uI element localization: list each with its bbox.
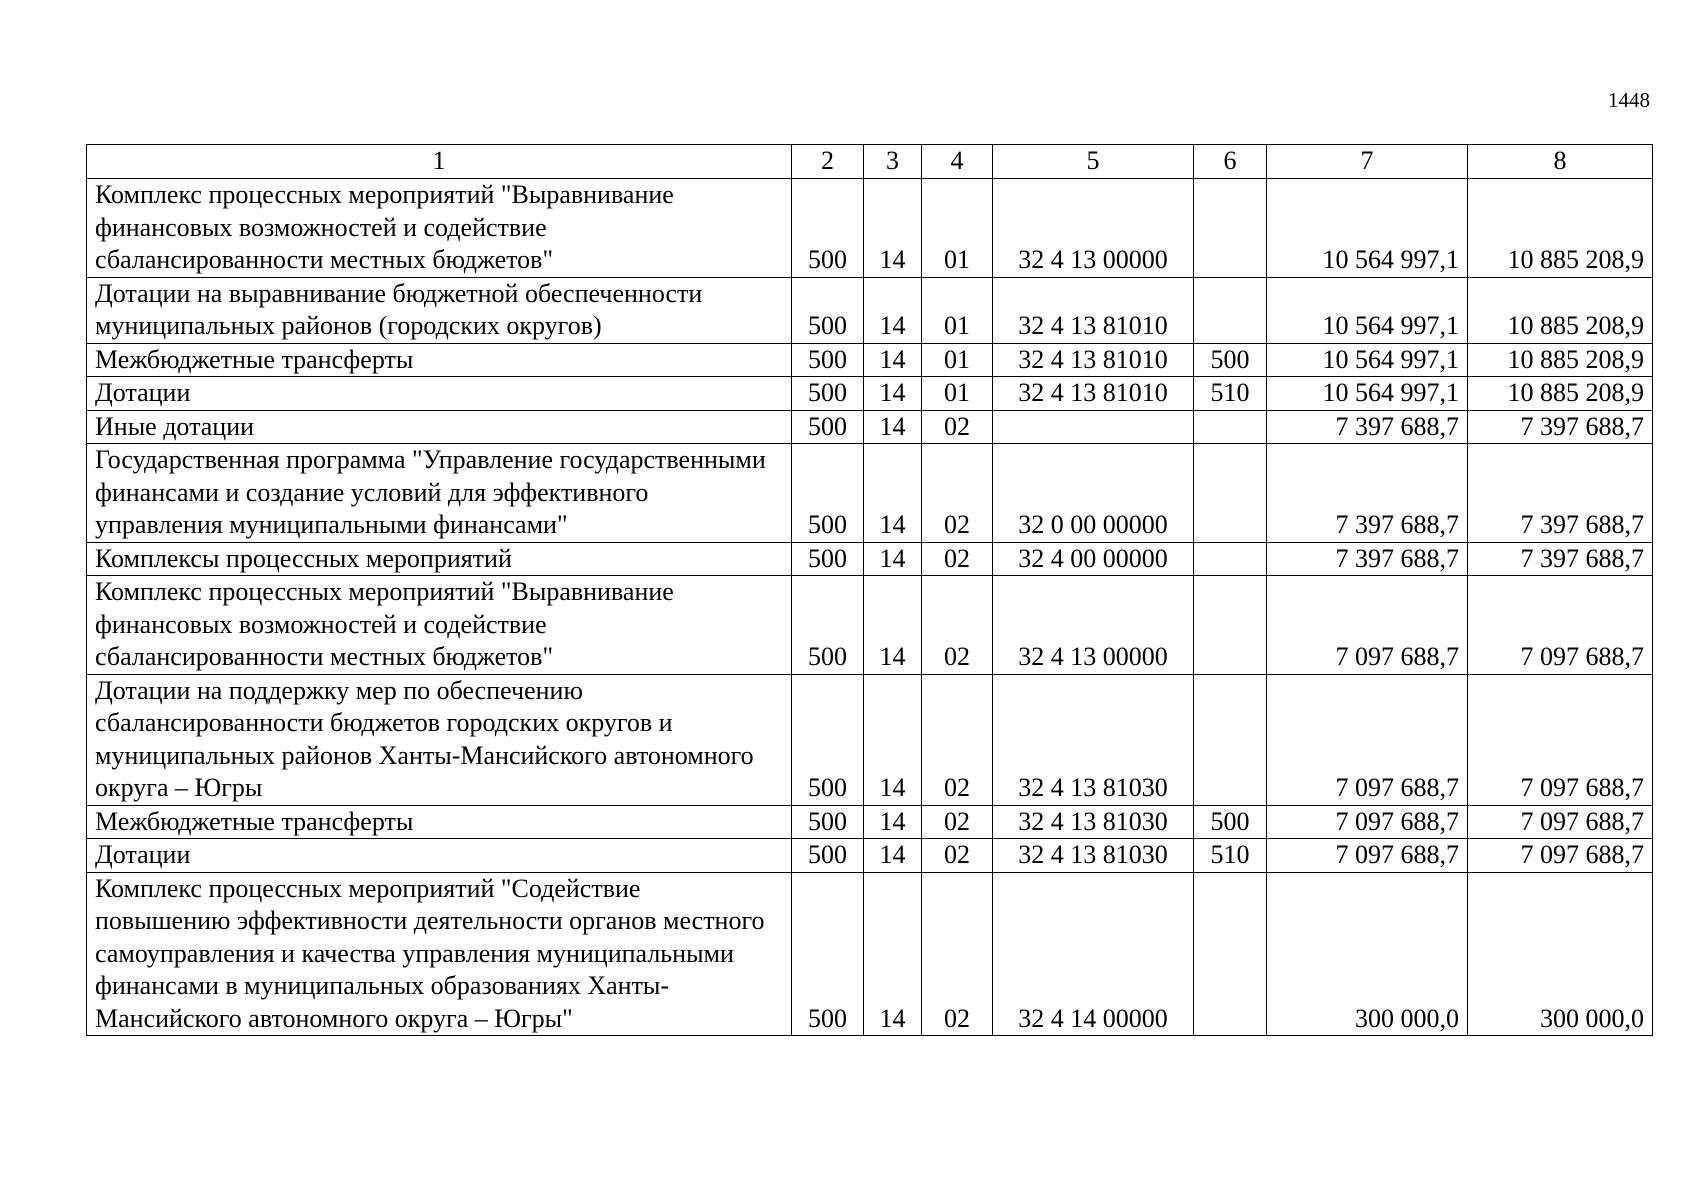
cell-col-3: 14	[864, 576, 922, 675]
cell-col-5: 32 4 00 00000	[993, 542, 1194, 576]
cell-col-8: 7 097 688,7	[1468, 839, 1653, 873]
column-header: 7	[1267, 145, 1468, 179]
cell-col-2: 500	[792, 839, 864, 873]
cell-col-6	[1194, 576, 1267, 675]
cell-col-8: 10 885 208,9	[1468, 277, 1653, 343]
cell-col-5: 32 4 14 00000	[993, 872, 1194, 1036]
cell-col-2: 500	[792, 576, 864, 675]
column-header: 5	[993, 145, 1194, 179]
table-row	[87, 444, 1653, 543]
cell-col-2: 500	[792, 377, 864, 411]
cell-col-8: 7 397 688,7	[1468, 410, 1653, 444]
column-header: 3	[864, 145, 922, 179]
cell-col-3: 14	[864, 542, 922, 576]
cell-col-4: 01	[922, 179, 993, 278]
cell-col-4: 02	[922, 805, 993, 839]
cell-col-4: 02	[922, 444, 993, 543]
cell-col-7: 7 097 688,7	[1267, 805, 1468, 839]
column-header: 8	[1468, 145, 1653, 179]
cell-col-2: 500	[792, 179, 864, 278]
table-row	[87, 839, 1653, 873]
cell-col-6: 510	[1194, 839, 1267, 873]
cell-col-4: 01	[922, 343, 993, 377]
row-name-cell: Иные дотации	[87, 410, 792, 444]
cell-col-4: 02	[922, 576, 993, 675]
cell-col-2: 500	[792, 872, 864, 1036]
cell-col-5: 32 0 00 00000	[993, 444, 1194, 543]
cell-col-4: 02	[922, 542, 993, 576]
row-name-cell: Дотации на выравнивание бюджетной обеспеченности муниципальных районов (городских округов)	[87, 277, 792, 343]
row-name-cell: Комплекс процессных мероприятий "Выравнивание финансовых возможностей и содействие сбалансированности местных бюджетов"	[87, 576, 792, 675]
cell-col-7: 10 564 997,1	[1267, 377, 1468, 411]
row-name-cell: Дотации	[87, 839, 792, 873]
cell-col-8: 10 885 208,9	[1468, 377, 1653, 411]
cell-col-2: 500	[792, 674, 864, 805]
cell-col-5: 32 4 13 81010	[993, 343, 1194, 377]
row-name-cell: Комплекс процессных мероприятий "Выравнивание финансовых возможностей и содействие сбалансированности местных бюджетов"	[87, 179, 792, 278]
cell-col-6	[1194, 444, 1267, 543]
cell-col-6: 500	[1194, 343, 1267, 377]
cell-col-3: 14	[864, 343, 922, 377]
cell-col-8: 7 097 688,7	[1468, 805, 1653, 839]
row-name-cell: Межбюджетные трансферты	[87, 805, 792, 839]
cell-col-7: 7 097 688,7	[1267, 576, 1468, 675]
table-row	[87, 410, 1653, 444]
row-name-cell: Комплекс процессных мероприятий "Содействие повышению эффективности деятельности органов местного самоуправления и качества управления муниципальными финансами в муниципальных образованиях Ханты-Мансийского автономного округа – Югры"	[87, 872, 792, 1036]
cell-col-6	[1194, 179, 1267, 278]
cell-col-8: 10 885 208,9	[1468, 343, 1653, 377]
cell-col-6: 500	[1194, 805, 1267, 839]
cell-col-6	[1194, 277, 1267, 343]
cell-col-5: 32 4 13 81030	[993, 674, 1194, 805]
column-header: 6	[1194, 145, 1267, 179]
cell-col-7: 7 097 688,7	[1267, 674, 1468, 805]
cell-col-5: 32 4 13 00000	[993, 179, 1194, 278]
cell-col-7: 10 564 997,1	[1267, 277, 1468, 343]
cell-col-3: 14	[864, 872, 922, 1036]
cell-col-6	[1194, 674, 1267, 805]
cell-col-2: 500	[792, 410, 864, 444]
row-name-cell: Дотации на поддержку мер по обеспечению сбалансированности бюджетов городских округов и муниципальных районов Ханты-Мансийского автономного округа – Югры	[87, 674, 792, 805]
cell-col-8: 7 097 688,7	[1468, 576, 1653, 675]
cell-col-7: 300 000,0	[1267, 872, 1468, 1036]
table-row	[87, 674, 1653, 805]
cell-col-6	[1194, 872, 1267, 1036]
row-name-cell: Межбюджетные трансферты	[87, 343, 792, 377]
page-number: 1448	[1608, 88, 1650, 112]
cell-col-3: 14	[864, 410, 922, 444]
cell-col-7: 10 564 997,1	[1267, 179, 1468, 278]
cell-col-7: 7 397 688,7	[1267, 444, 1468, 543]
cell-col-4: 02	[922, 872, 993, 1036]
cell-col-3: 14	[864, 277, 922, 343]
table-row	[87, 343, 1653, 377]
row-name-cell: Государственная программа "Управление государственными финансами и создание условий для эффективного управления муниципальными финансами"	[87, 444, 792, 543]
cell-col-5: 32 4 13 81030	[993, 805, 1194, 839]
cell-col-5: 32 4 13 81010	[993, 377, 1194, 411]
table-row	[87, 377, 1653, 411]
cell-col-6	[1194, 410, 1267, 444]
cell-col-3: 14	[864, 377, 922, 411]
budget-table	[86, 144, 1653, 1036]
column-header: 2	[792, 145, 864, 179]
column-header: 1	[87, 145, 792, 179]
cell-col-2: 500	[792, 542, 864, 576]
row-name-cell: Комплексы процессных мероприятий	[87, 542, 792, 576]
table-row	[87, 872, 1653, 1036]
cell-col-8: 7 397 688,7	[1468, 542, 1653, 576]
row-name-cell: Дотации	[87, 377, 792, 411]
cell-col-2: 500	[792, 343, 864, 377]
cell-col-2: 500	[792, 444, 864, 543]
cell-col-6: 510	[1194, 377, 1267, 411]
cell-col-7: 7 097 688,7	[1267, 839, 1468, 873]
cell-col-8: 7 097 688,7	[1468, 674, 1653, 805]
cell-col-8: 10 885 208,9	[1468, 179, 1653, 278]
cell-col-7: 7 397 688,7	[1267, 410, 1468, 444]
cell-col-4: 01	[922, 377, 993, 411]
cell-col-8: 7 397 688,7	[1468, 444, 1653, 543]
cell-col-3: 14	[864, 444, 922, 543]
column-header: 4	[922, 145, 993, 179]
cell-col-4: 01	[922, 277, 993, 343]
cell-col-7: 10 564 997,1	[1267, 343, 1468, 377]
cell-col-8: 300 000,0	[1468, 872, 1653, 1036]
cell-col-2: 500	[792, 277, 864, 343]
cell-col-5: 32 4 13 81010	[993, 277, 1194, 343]
table-row	[87, 805, 1653, 839]
cell-col-4: 02	[922, 839, 993, 873]
table-row	[87, 542, 1653, 576]
table-row	[87, 277, 1653, 343]
table-row	[87, 576, 1653, 675]
table-header-row	[87, 145, 1653, 179]
cell-col-6	[1194, 542, 1267, 576]
cell-col-3: 14	[864, 179, 922, 278]
table-row	[87, 179, 1653, 278]
cell-col-3: 14	[864, 839, 922, 873]
cell-col-5: 32 4 13 81030	[993, 839, 1194, 873]
cell-col-5	[993, 410, 1194, 444]
cell-col-3: 14	[864, 805, 922, 839]
cell-col-5: 32 4 13 00000	[993, 576, 1194, 675]
cell-col-4: 02	[922, 674, 993, 805]
cell-col-2: 500	[792, 805, 864, 839]
cell-col-4: 02	[922, 410, 993, 444]
cell-col-7: 7 397 688,7	[1267, 542, 1468, 576]
cell-col-3: 14	[864, 674, 922, 805]
